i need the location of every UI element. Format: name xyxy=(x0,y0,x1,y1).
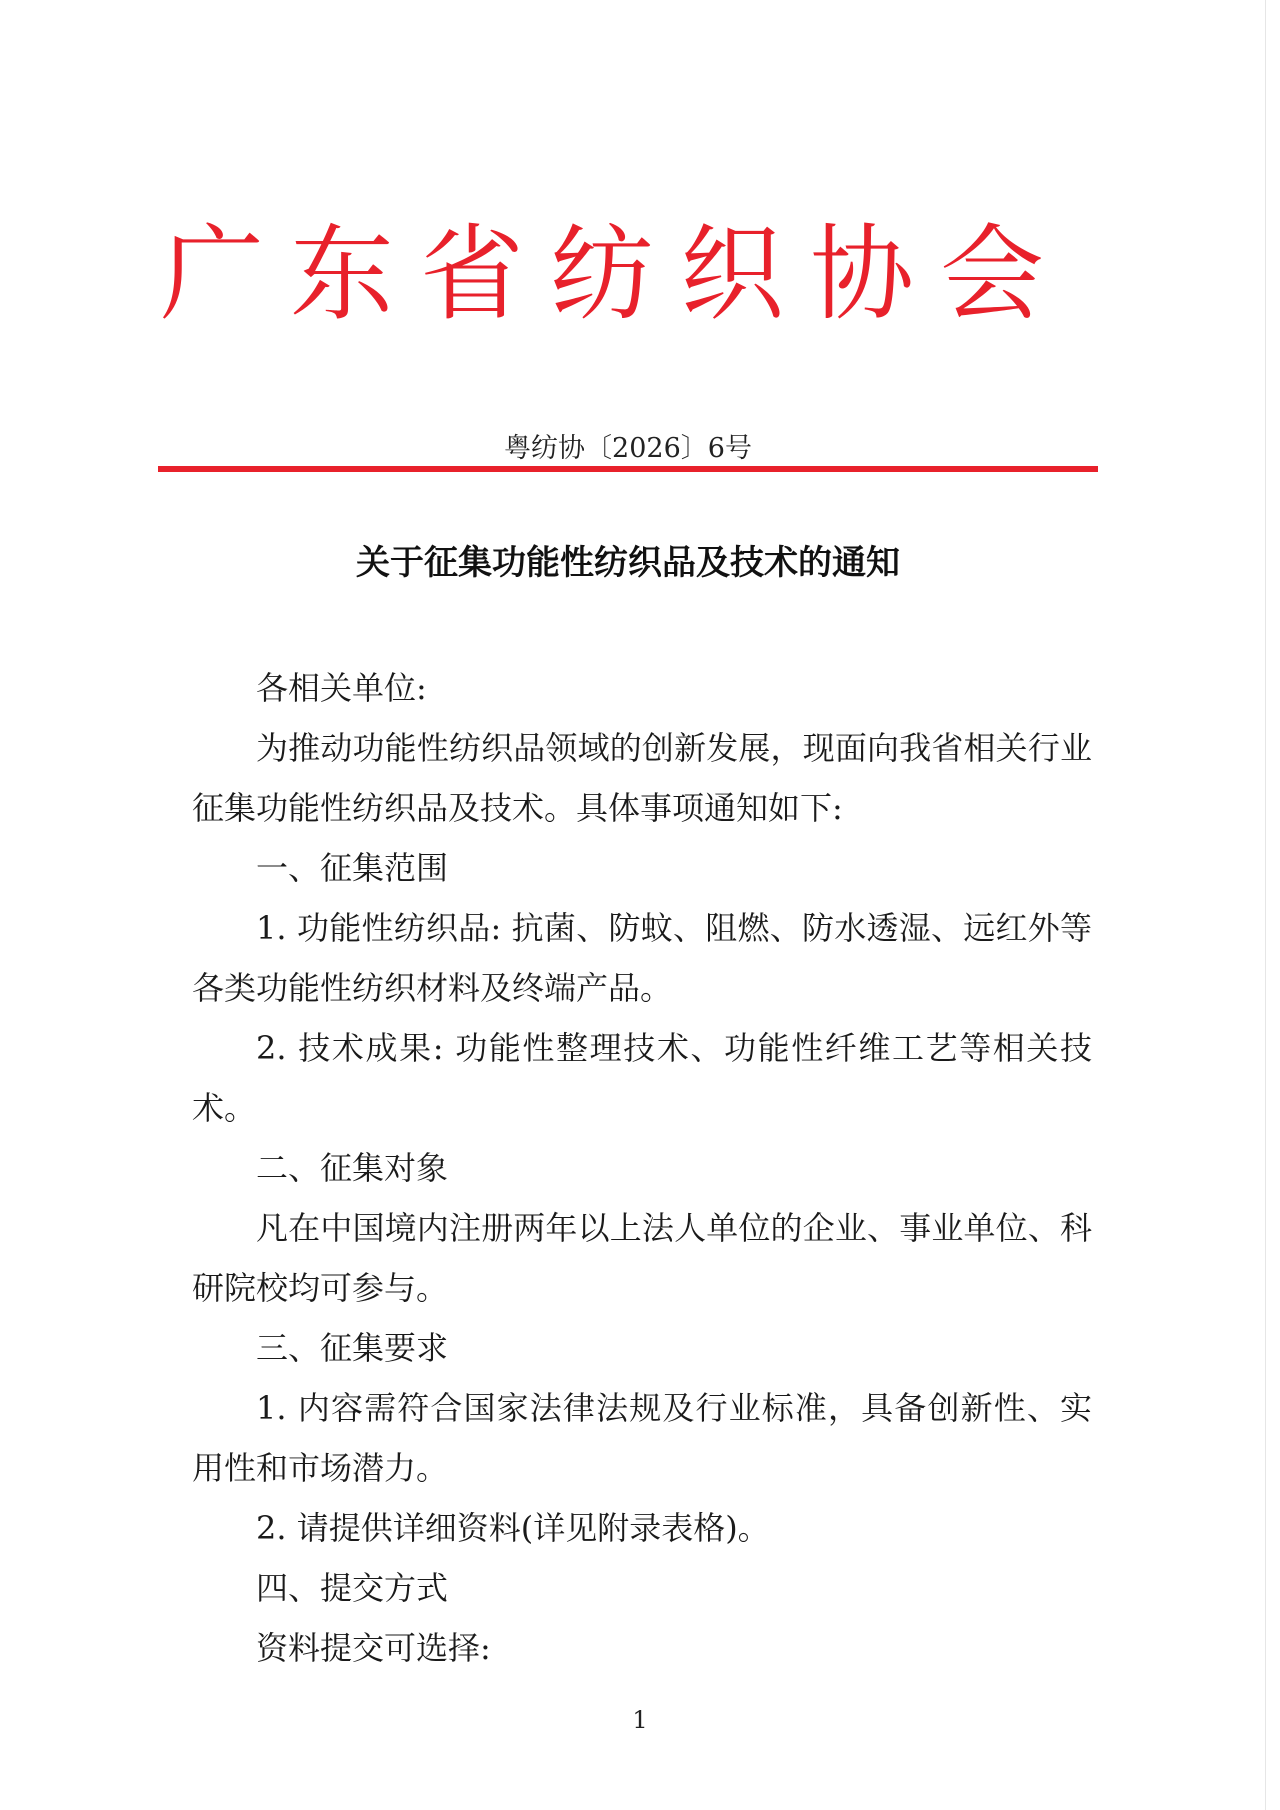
paragraph-requirement-2: 2. 请提供详细资料(详见附录表格)。 xyxy=(256,1509,770,1547)
paragraph-intro: 为推动功能性纺织品领域的创新发展，现面向我省相关行业征集功能性纺织品及技术。具体事项通知如下: xyxy=(192,729,1092,827)
section-heading-submission: 四、提交方式 xyxy=(256,1569,449,1607)
section-heading-requirements: 三、征集要求 xyxy=(256,1329,449,1367)
salutation: 各相关单位: xyxy=(256,669,427,707)
issuer-header: 广东省纺织协会 xyxy=(160,213,1071,335)
document-number: 粤纺协〔2026〕6号 xyxy=(504,433,752,464)
notice-title: 关于征集功能性纺织品及技术的通知 xyxy=(356,543,900,583)
section-heading-target: 二、征集对象 xyxy=(256,1149,449,1187)
paragraph-requirement-1: 1. 内容需符合国家法律法规及行业标准，具备创新性、实用性和市场潜力。 xyxy=(192,1389,1092,1487)
paragraph-scope-item-2: 2. 技术成果: 功能性整理技术、功能性纤维工艺等相关技术。 xyxy=(192,1029,1092,1127)
section-heading-scope: 一、征集范围 xyxy=(256,849,449,887)
scan-edge-line xyxy=(1265,0,1266,1810)
paragraph-target: 凡在中国境内注册两年以上法人单位的企业、事业单位、科研院校均可参与。 xyxy=(192,1209,1092,1307)
paragraph-scope-item-1: 1. 功能性纺织品: 抗菌、防蚊、阻燃、防水透湿、远红外等各类功能性纺织材料及终端产品。 xyxy=(192,909,1092,1007)
paragraph-submission: 资料提交可选择: xyxy=(256,1629,491,1667)
notice-body xyxy=(192,658,1092,1678)
page-number: 1 xyxy=(632,1706,648,1734)
red-divider-line xyxy=(158,466,1098,472)
